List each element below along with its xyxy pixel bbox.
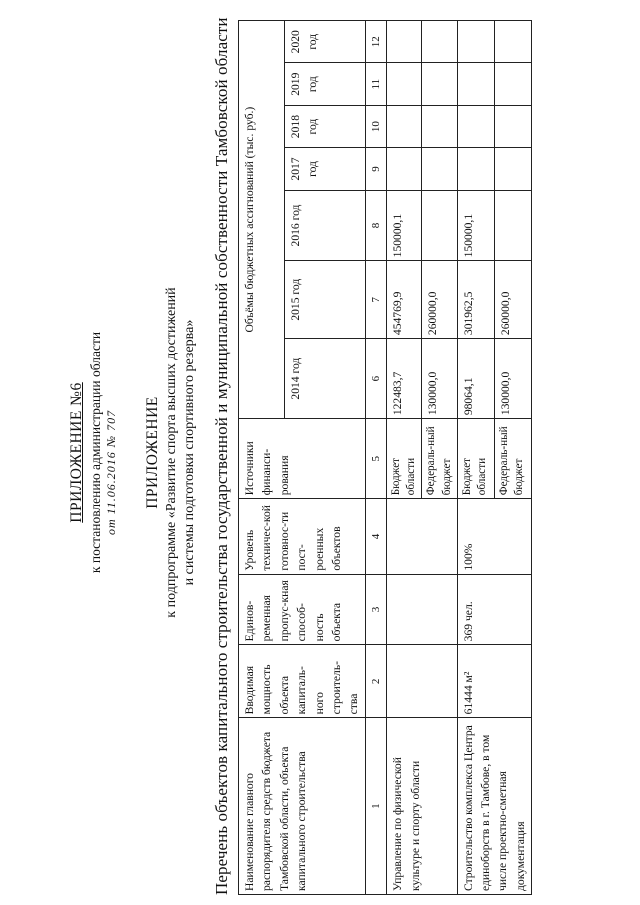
dept-regional-2019: [387, 63, 422, 105]
header-volumes: Объёмы бюджетных ассигнований (тыс. руб.): [239, 21, 285, 419]
col-number: 8: [365, 190, 387, 261]
dept-federal-2015: 260000,0: [422, 261, 457, 339]
dept-fin-federal: Федераль-ный бюджет: [422, 419, 457, 499]
year-2020: 2020 год: [284, 21, 365, 64]
year-2016: 2016 год: [284, 190, 365, 261]
dept-federal-2020: [422, 21, 457, 64]
year-2017: 2017 год: [284, 148, 365, 190]
table-row: [457, 21, 494, 895]
object-capacity: 61444 м²: [457, 645, 532, 718]
dept-regional-2018: [387, 105, 422, 147]
table-title: Перечень объектов капитального строительства государственной и муниципальной собственности Тамбовской области: [212, 17, 231, 895]
object-federal-2018: [494, 105, 531, 147]
handwritten-date-number: от 11.06.2016 № 707: [104, 409, 118, 535]
col-number: 10: [365, 105, 387, 147]
year-2019: 2019 год: [284, 63, 365, 105]
column-number-row: [365, 21, 387, 895]
object-regional-2015: 301962,5: [457, 261, 494, 339]
col-number: 5: [365, 419, 387, 499]
object-throughput: 369 чел.: [457, 574, 532, 645]
header-col5: Источники финанси-рования: [239, 419, 366, 499]
year-2018: 2018 год: [284, 105, 365, 147]
object-readiness: 100%: [457, 499, 532, 574]
appendix-subheading: ПРИЛОЖЕНИЕ: [144, 396, 161, 509]
appendix-heading: ПРИЛОЖЕНИЕ №6: [68, 382, 85, 523]
header-row: [239, 21, 285, 895]
object-federal-2015: 260000,0: [494, 261, 531, 339]
object-fin-regional: Бюджет области: [457, 419, 494, 499]
object-regional-2017: [457, 148, 494, 190]
object-regional-2019: [457, 63, 494, 105]
col-number: 1: [365, 718, 387, 895]
header-col4: Уровень техничес-кой готовнос-ти пост-роенных объектов: [239, 499, 366, 574]
object-federal-2014: 130000,0: [494, 339, 531, 419]
object-regional-2020: [457, 21, 494, 64]
dept-name: Управление по физической культуре и спорту области: [387, 718, 457, 895]
dept-regional-2014: 122483,7: [387, 339, 422, 419]
dept-federal-2014: 130000,0: [422, 339, 457, 419]
header-col2: Вводимая мощность объекта капиталь-ного строитель-ства: [239, 645, 366, 718]
col-number: 3: [365, 574, 387, 645]
col-number: 6: [365, 339, 387, 419]
dept-regional-2017: [387, 148, 422, 190]
year-2014: 2014 год: [284, 339, 365, 419]
dept-federal-2016: [422, 190, 457, 261]
col-number: 7: [365, 261, 387, 339]
object-fin-federal: Федераль-ный бюджет: [494, 419, 531, 499]
dept-capacity: [387, 645, 457, 718]
col-number: 9: [365, 148, 387, 190]
subprogram-line-2: и системы подготовки спортивного резерва»: [182, 319, 197, 586]
capital-construction-table: [238, 20, 532, 895]
object-regional-2018: [457, 105, 494, 147]
object-name: Строительство комплекса Центра единоборств в г. Тамбове, в том числе проектно-сметная документация: [457, 718, 532, 895]
dept-fin-regional: Бюджет области: [387, 419, 422, 499]
col-number: 2: [365, 645, 387, 718]
object-federal-2020: [494, 21, 531, 64]
object-regional-2016: 150000,1: [457, 190, 494, 261]
dept-federal-2018: [422, 105, 457, 147]
col-number: 11: [365, 63, 387, 105]
object-federal-2019: [494, 63, 531, 105]
dept-throughput: [387, 574, 457, 645]
dept-regional-2020: [387, 21, 422, 64]
dept-regional-2015: 454769,9: [387, 261, 422, 339]
dept-federal-2019: [422, 63, 457, 105]
decree-reference: к постановлению администрации области: [88, 331, 103, 574]
object-regional-2014: 98064,1: [457, 339, 494, 419]
dept-readiness: [387, 499, 457, 574]
col-number: 12: [365, 21, 387, 64]
table-row: [387, 21, 422, 895]
header-col1: Наименование главного распорядителя средств бюджета Тамбовской области, объекта капитального строительства: [239, 718, 366, 895]
header-col3: Единов-ременная пропус-кная способ-ность объекта: [239, 574, 366, 645]
object-federal-2017: [494, 148, 531, 190]
year-2015: 2015 год: [284, 261, 365, 339]
dept-regional-2016: 150000,1: [387, 190, 422, 261]
dept-federal-2017: [422, 148, 457, 190]
object-federal-2016: [494, 190, 531, 261]
subprogram-line-1: к подпрограмме «Развитие спорта высших достижений: [164, 287, 179, 618]
col-number: 4: [365, 499, 387, 574]
